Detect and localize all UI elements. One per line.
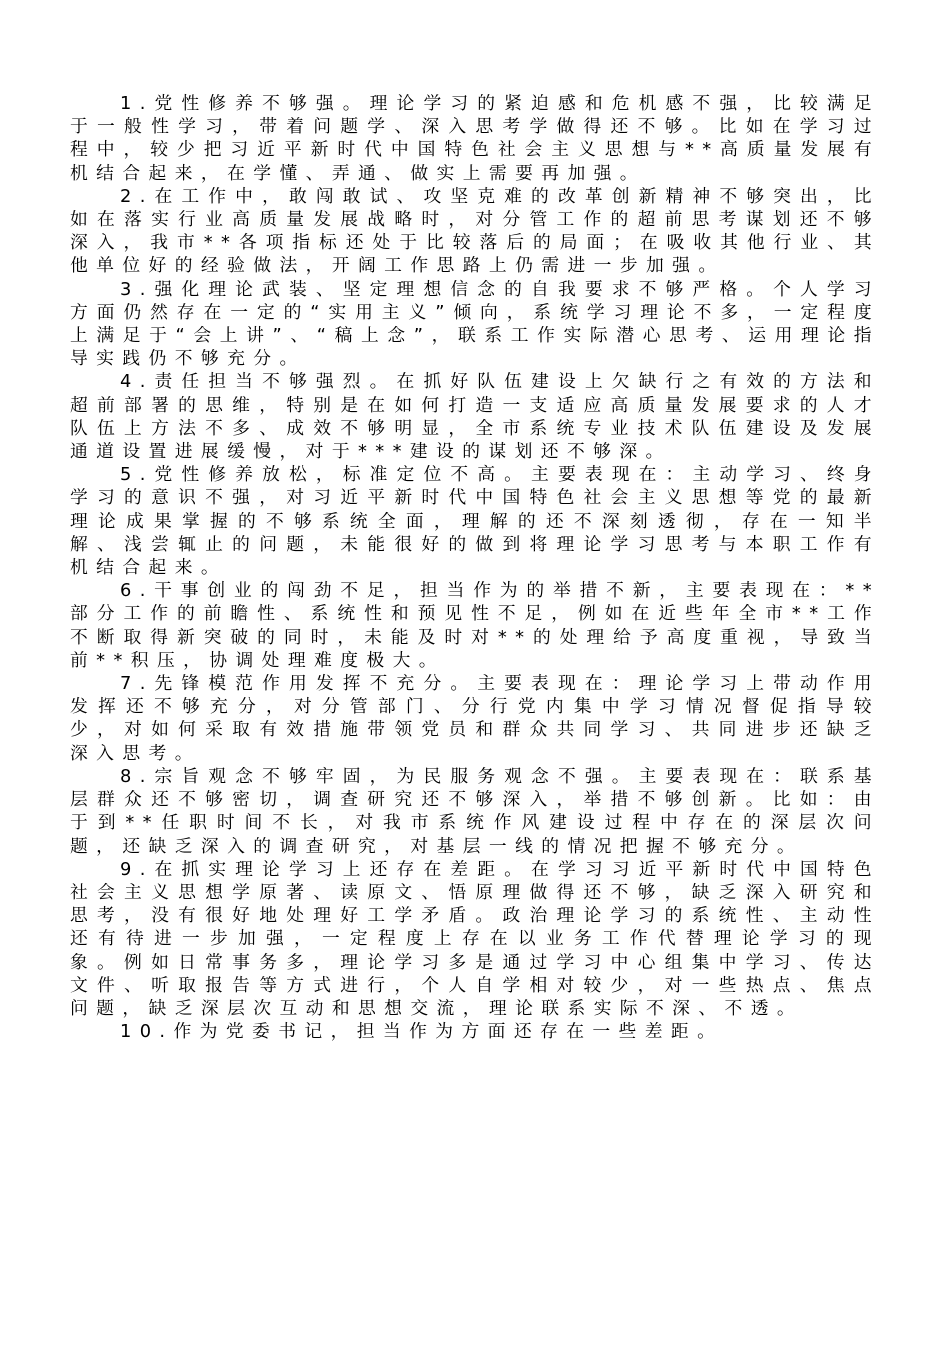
paragraph-9: 9.在抓实理论学习上还存在差距。在学习习近平新时代中国特色社会主义思想学原著、读原文、悟原理做得还不够，缺乏深入研究和思考，没有很好地处理好工学矛盾。政治理论学习的系统性、主动性还有待进一步加强，一定程度上存在以业务工作代替理论学习的现象。例如日常事务多，理论学习多是通过学习中心组集中学习、传达文件、听取报告等方式进行，个人自学相对较少，对一些热点、焦点问题，缺乏深层次互动和思想交流，理论联系实际不深、不透。 <box>70 858 880 1019</box>
paragraph-8: 8.宗旨观念不够牢固，为民服务观念不强。主要表现在：联系基层群众还不够密切，调查研究还不够深入，举措不够创新。比如：由于到**任职时间不长，对我市系统作风建设过程中存在的深层次问题，还缺乏深入的调查研究，对基层一线的情况把握不够充分。 <box>70 765 880 857</box>
paragraph-1: 1.党性修养不够强。理论学习的紧迫感和危机感不强，比较满足于一般性学习，带着问题学、深入思考学做得还不够。比如在学习过程中，较少把习近平新时代中国特色社会主义思想与**高质量发展有机结合起来，在学懂、弄通、做实上需要再加强。 <box>70 93 880 184</box>
paragraph-7: 7.先锋模范作用发挥不充分。主要表现在：理论学习上带动作用发挥还不够充分，对分管部门、分行党内集中学习情况督促指导较少，对如何采取有效措施带领党员和群众共同学习、共同进步还缺乏深入思考。 <box>70 673 880 764</box>
document-body <box>70 92 880 1043</box>
paragraph-3: 3.强化理论武装、坚定理想信念的自我要求不够严格。个人学习方面仍然存在一定的“实用主义”倾向，系统学习理论不多，一定程度上满足于“会上讲”、“稿上念”，联系工作实际潜心思考、运用理论指导实践仍不够充分。 <box>70 278 880 370</box>
paragraph-5: 5.党性修养放松，标准定位不高。主要表现在：主动学习、终身学习的意识不强，对习近平新时代中国特色社会主义思想等党的最新理论成果掌握的不够系统全面，理解的还不深刻透彻，存在一知半解、浅尝辄止的问题，未能很好的做到将理论学习思考与本职工作有机结合起来。 <box>70 464 880 579</box>
paragraph-2: 2.在工作中，敢闯敢试、攻坚克难的改革创新精神不够突出，比如在落实行业高质量发展战略时，对分管工作的超前思考谋划还不够深入，我市**各项指标还处于比较落后的局面；在吸收其他行业、其他单位好的经验做法，开阔工作思路上仍需进一步加强。 <box>70 185 880 277</box>
paragraph-6: 6.干事创业的闯劲不足，担当作为的举措不新，主要表现在：**部分工作的前瞻性、系统性和预见性不足，例如在近些年全市**工作不断取得新突破的同时，未能及时对**的处理给予高度重视，导致当前**积压，协调处理难度极大。 <box>70 580 880 671</box>
paragraph-4: 4.责任担当不够强烈。在抓好队伍建设上欠缺行之有效的方法和超前部署的思维，特别是在如何打造一支适应高质量发展要求的人才队伍上方法不多、成效不够明显，全市系统专业技术队伍建设及发展通道设置进展缓慢，对于***建设的谋划还不够深。 <box>70 371 880 463</box>
paragraph-10: 10.作为党委书记，担当作为方面还存在一些差距。 <box>120 1021 724 1043</box>
